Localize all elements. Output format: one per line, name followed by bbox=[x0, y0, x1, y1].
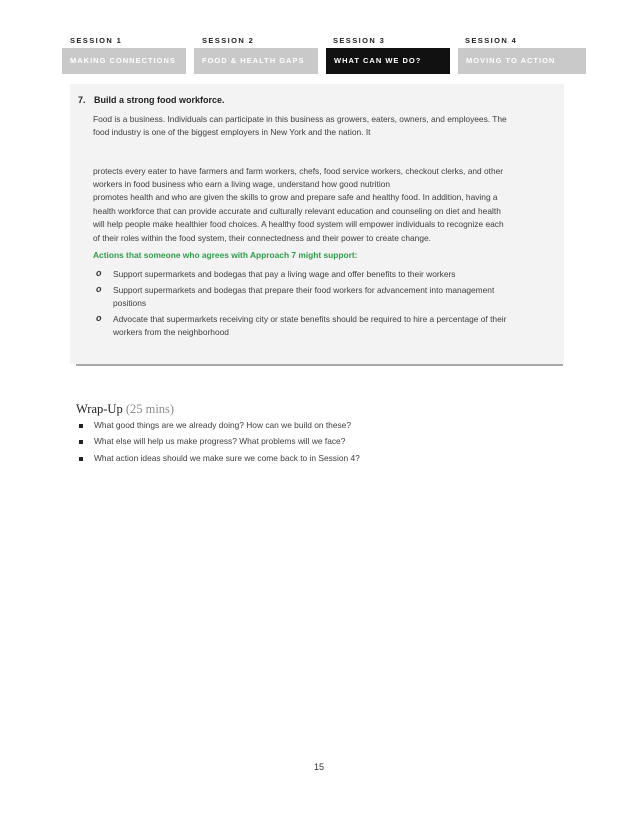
wrapup-question-3: What action ideas should we make sure we come back to in Session 4? bbox=[94, 453, 360, 463]
action-item-2: Support supermarkets and bodegas that prepare their food workers for advancement into management positions bbox=[113, 285, 495, 309]
square-bullet-icon bbox=[79, 457, 83, 461]
paragraph-2-line-5: will help people make healthier food choices. A healthy food system will empower individuals to recognize each bbox=[93, 219, 504, 229]
action-item-1: Support supermarkets and bodegas that pay a living wage and offer benefits to their workers bbox=[113, 269, 456, 279]
session-1-label: SESSION 1 bbox=[70, 36, 123, 45]
paragraph-1-line-2: food industry is one of the biggest employers in New York and the nation. It bbox=[93, 127, 371, 137]
paragraph-2-line-3: promotes health and who are given the skills to grow and prepare safe and healthy food. In addition, having a bbox=[93, 192, 498, 202]
section-divider bbox=[76, 364, 563, 366]
wrapup-heading bbox=[76, 402, 174, 417]
paragraph-2-line-1: protects every eater to have farmers and farm workers, chefs, food service workers, checkout clerks, and other bbox=[93, 166, 504, 176]
wrapup-question-2: What else will help us make progress? What problems will we face? bbox=[94, 436, 346, 446]
action-item-3: Advocate that supermarkets receiving city or state benefits should be required to hire a percentage of their workers from the neighborhood bbox=[113, 314, 507, 338]
wrapup-question-1: What good things are we already doing? How can we build on these? bbox=[94, 420, 351, 430]
wrapup-duration: (25 mins) bbox=[125, 402, 175, 416]
actions-heading: Actions that someone who agrees with Approach 7 might support: bbox=[93, 250, 358, 260]
paragraph-2-line-2: workers in food business who earn a living wage, understand how good nutrition bbox=[93, 179, 391, 189]
paragraph-1-line-1: Food is a business. Individuals can participate in this business as growers, eaters, owners, and employees. The bbox=[93, 114, 507, 124]
square-bullet-icon bbox=[79, 440, 83, 444]
paragraph-2-line-4: health workforce that can provide accurate and culturally relevant education and counseling on diet and health bbox=[93, 206, 501, 216]
wrapup-title: Wrap-Up bbox=[76, 402, 123, 416]
tab-moving-to-action: MOVING TO ACTION bbox=[458, 48, 586, 74]
tab-food-health-gaps: FOOD & HEALTH GAPS bbox=[194, 48, 318, 74]
session-4-label: SESSION 4 bbox=[465, 36, 518, 45]
session-3-label: SESSION 3 bbox=[333, 36, 386, 45]
list-bullet: o bbox=[96, 268, 102, 278]
paragraph-2-line-6: of their roles within the food system, their connectedness and their power to create change. bbox=[93, 233, 431, 243]
session-2-label: SESSION 2 bbox=[202, 36, 255, 45]
item-number: 7. bbox=[78, 95, 86, 105]
square-bullet-icon bbox=[79, 424, 83, 428]
list-bullet: o bbox=[96, 313, 102, 323]
item-title: Build a strong food workforce. bbox=[94, 95, 225, 105]
list-bullet: o bbox=[96, 284, 102, 294]
tab-what-can-we-do: WHAT CAN WE DO? bbox=[326, 48, 450, 74]
tab-making-connections: MAKING CONNECTIONS bbox=[62, 48, 186, 74]
page-number: 15 bbox=[313, 762, 324, 772]
